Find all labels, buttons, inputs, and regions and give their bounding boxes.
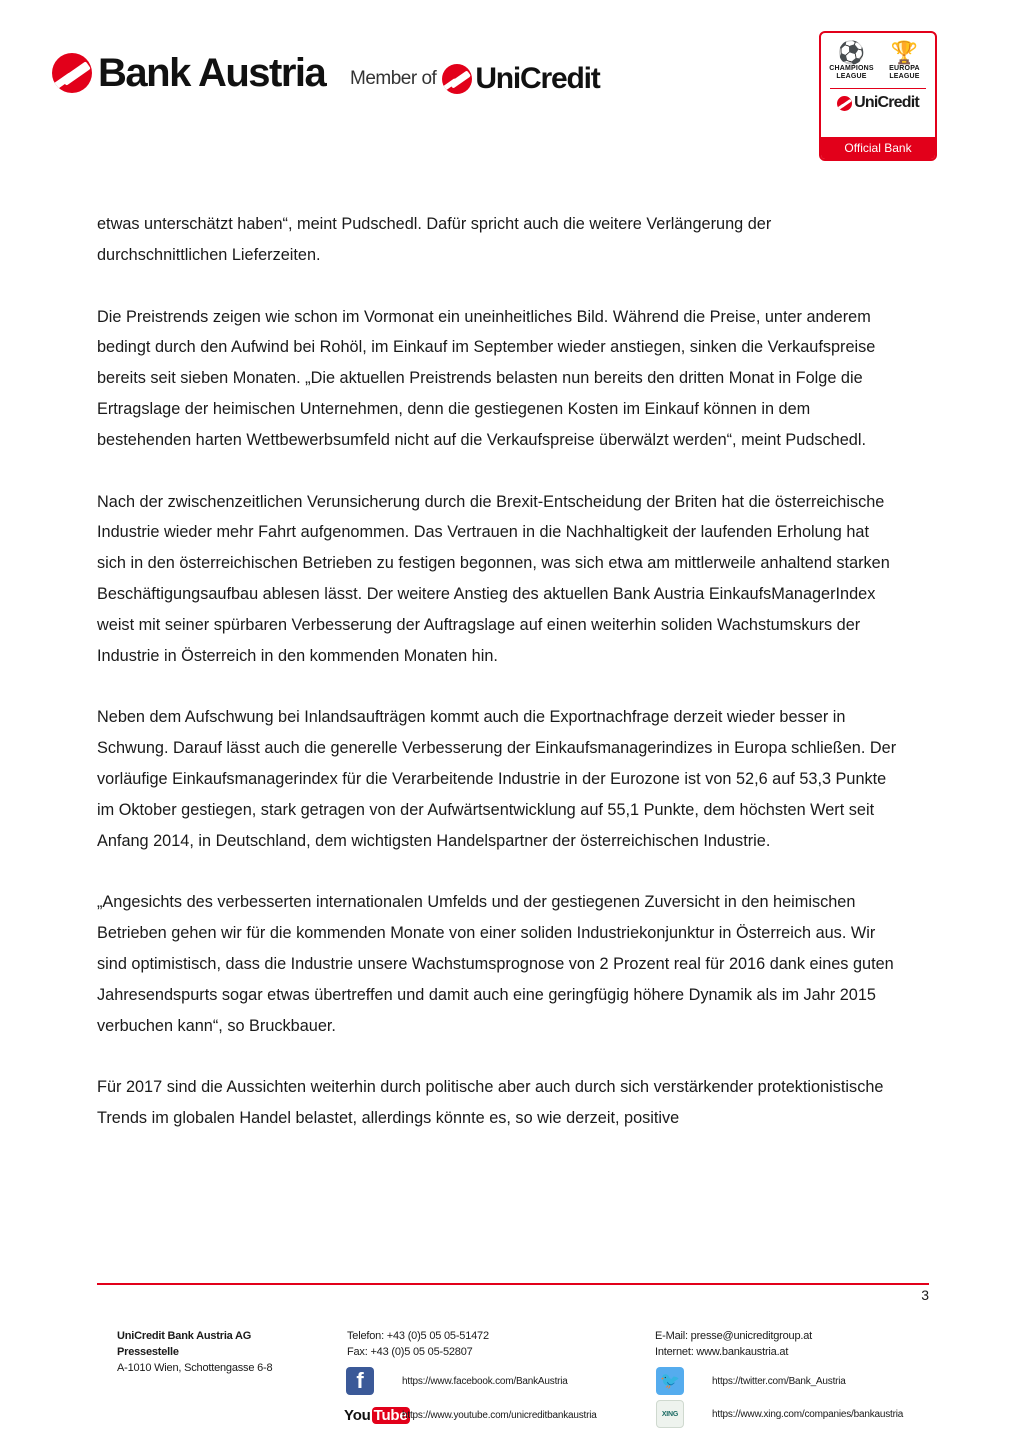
- xing-link[interactable]: XING https://www.xing.com/companies/bankaustria: [656, 1400, 903, 1428]
- department: Pressestelle: [117, 1346, 179, 1358]
- bank-austria-logo: [52, 50, 325, 96]
- xing-icon: XING: [656, 1400, 684, 1428]
- internet: Internet: www.bankaustria.at: [655, 1346, 789, 1358]
- footer-divider: [97, 1283, 929, 1285]
- europa-league-logo: 🏆 EUROPA LEAGUE: [889, 40, 920, 80]
- twitter-link[interactable]: 🐦 https://twitter.com/Bank_Austria: [656, 1367, 846, 1395]
- badge-sponsor: UniCredit: [821, 94, 935, 112]
- trophy-icon: 🏆: [890, 40, 919, 65]
- phone: Telefon: +43 (0)5 05 05-51472: [347, 1330, 489, 1342]
- youtube-link[interactable]: You Tube https://www.youtube.com/unicreditbankaustria: [344, 1403, 597, 1427]
- fax: Fax: +43 (0)5 05 05-52807: [347, 1346, 473, 1358]
- paragraph: „Angesichts des verbesserten internationalen Umfelds und der gestiegenen Zuversicht in den heimischen Betrieben gehen wir für die kommenden Monate von einer soliden Industriekonjunktur in Österreich aus. Wir sind optimistisch, dass die Industrie unsere Wachstumsprognose von 2 Prozent real für 2016 dank eines guten Jahresendspurts sogar etwas übertreffen und damit auch eine geringfügig höhere Dynamik als im Jahr 2015 verbuchen kann“, so Bruckbauer.: [97, 893, 894, 1035]
- footer-contact-block: [655, 1328, 812, 1360]
- address: A-1010 Wien, Schottengasse 6-8: [117, 1362, 273, 1374]
- footer-phone-block: [347, 1328, 489, 1360]
- official-bank-badge: [819, 31, 937, 161]
- starball-icon: ⚽: [837, 40, 866, 65]
- bank-name: Bank Austria: [98, 51, 326, 95]
- unicredit-mark-icon: [442, 64, 472, 94]
- badge-divider: [830, 88, 926, 89]
- company-name: UniCredit Bank Austria AG: [117, 1330, 252, 1342]
- badge-footer: Official Bank: [821, 137, 935, 159]
- paragraph: Nach der zwischenzeitlichen Verunsicherung durch die Brexit-Entscheidung der Briten hat die österreichische Industrie wieder mehr Fahrt aufgenommen. Das Vertrauen in die Nachhaltigkeit der laufenden Erholung hat sich in den österreichischen Betrieben zu festigen begonnen, was sich etwa am mittlerweile anhaltend starken Beschäftigungsaufbau ablesen lässt. Der weitere Anstieg des aktuellen Bank Austria EinkaufsManagerIndex weist mit seiner spürbaren Verbesserung der Auftragslage auf einen weiterhin soliden Wachstumskurs der Industrie in Österreich in den kommenden Monaten hin.: [97, 492, 890, 665]
- paragraph: Die Preistrends zeigen wie schon im Vormonat ein uneinheitliches Bild. Während die Preise, unter anderem bedingt durch den Aufwind bei Rohöl, im Einkauf im September wieder anstiegen, sinken die Verkaufspreise bereits seit sieben Monaten. „Die aktuellen Preistrends belasten nun bereits den dritten Monat in Folge die Ertragslage der heimischen Unternehmen, denn die gestiegenen Kosten im Einkauf können in dem bestehenden harten Wettbewerbsumfeld nicht auf die Verkaufspreise überwälzt werden“, meint Pudschedl.: [97, 307, 876, 449]
- article-body: [97, 209, 897, 1165]
- page-number: 3: [921, 1287, 929, 1303]
- footer-company-block: [117, 1328, 272, 1376]
- facebook-icon: f: [346, 1367, 374, 1395]
- unicredit-mark-icon: [52, 53, 92, 93]
- group-name: UniCredit: [475, 62, 600, 95]
- twitter-icon: 🐦: [656, 1367, 684, 1395]
- paragraph: etwas unterschätzt haben“, meint Pudschedl. Dafür spricht auch die weitere Verlängerung der durchschnittlichen Lieferzeiten.: [97, 215, 772, 264]
- paragraph: Für 2017 sind die Aussichten weiterhin durch politische aber auch durch sich verstärkender protektionistische Trends im globalen Handel belastet, allerdings könnte es, so wie derzeit, positive: [97, 1078, 884, 1128]
- member-of-unicredit: [350, 62, 600, 96]
- youtube-icon: You Tube: [344, 1406, 408, 1424]
- champions-league-logo: ⚽ CHAMPIONS LEAGUE: [829, 40, 874, 80]
- unicredit-mark-icon: [837, 96, 852, 111]
- facebook-link[interactable]: f https://www.facebook.com/BankAustria: [346, 1367, 568, 1395]
- member-of-text: Member of: [350, 68, 437, 89]
- email: E-Mail: presse@unicreditgroup.at: [655, 1330, 813, 1342]
- paragraph: Neben dem Aufschwung bei Inlandsaufträgen kommt auch die Exportnachfrage derzeit wieder besser in Schwung. Darauf lässt auch die generelle Verbesserung der Einkaufsmanagerindizes in Europa schließen. Der vorläufige Einkaufsmanagerindex für die Verarbeitende Industrie in der Eurozone ist von 52,6 auf 53,3 Punkte im Oktober gestiegen, stark getragen von der Aufwärtsentwicklung auf 55,1 Punkte, dem höchsten Wert seit Anfang 2014, in Deutschland, dem wichtigsten Handelspartner der österreichischen Industrie.: [97, 708, 897, 850]
